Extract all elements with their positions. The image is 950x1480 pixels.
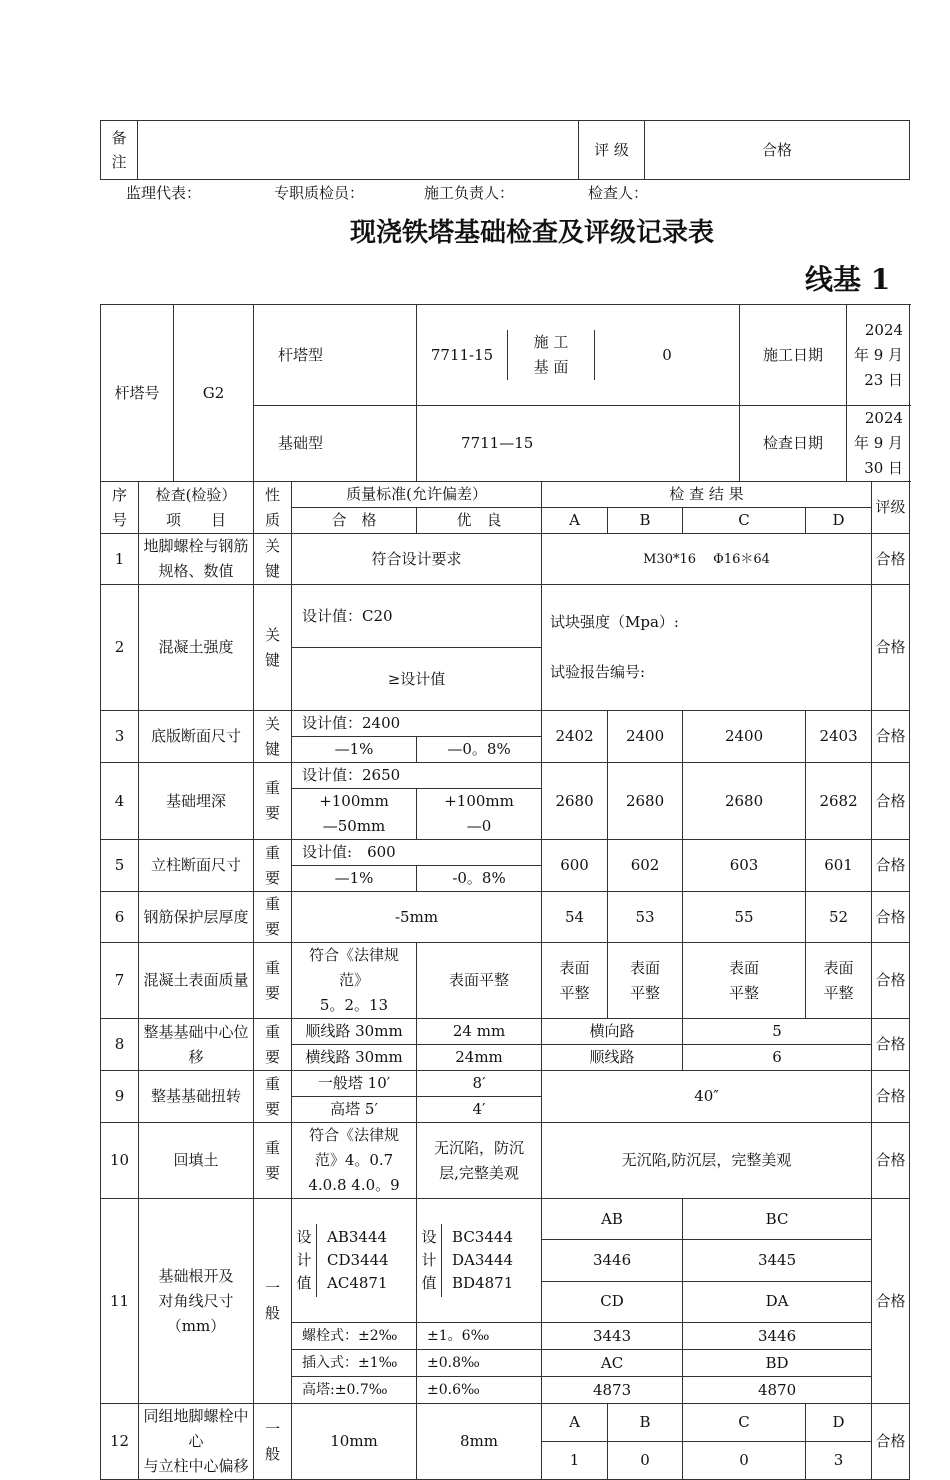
- row11-bc-label: BC: [683, 1199, 872, 1240]
- row9-result: 40″: [542, 1071, 872, 1123]
- row6-standard: -5mm: [292, 892, 542, 943]
- row11-da-label: DA: [683, 1281, 872, 1322]
- row6-d: 52: [806, 892, 872, 943]
- row3-a: 2402: [542, 711, 608, 763]
- col-result: 检 查 结 果: [542, 482, 872, 508]
- row10-grade: 合格: [872, 1123, 910, 1199]
- row11-grade: 合格: [872, 1199, 910, 1404]
- row10-item: 回填土: [139, 1123, 254, 1199]
- row6-a: 54: [542, 892, 608, 943]
- inspector-signature: 专职质检员：: [274, 184, 365, 202]
- row9-grade: 合格: [872, 1071, 910, 1123]
- row6-item: 钢筋保护层厚度: [139, 892, 254, 943]
- row4-b: 2680: [608, 763, 683, 840]
- row2-design: 设计值：C20: [292, 585, 542, 648]
- row7-no: 7: [101, 943, 139, 1019]
- row5-design: 设计值: 600: [292, 840, 542, 866]
- build-date-label: 施工日期: [740, 305, 847, 406]
- row11-ac-label: AC: [542, 1350, 683, 1377]
- row1-item: 地脚螺栓与钢筋 规格、数值: [139, 534, 254, 585]
- signature-line: [126, 182, 826, 204]
- row8-grade: 合格: [872, 1019, 910, 1071]
- supervisor-signature: 监理代表：: [126, 184, 202, 202]
- row12-nature: 一 般: [254, 1404, 292, 1480]
- row7-excellent: 表面平整: [417, 943, 542, 1019]
- base-label: 施 工 基 面: [508, 330, 595, 380]
- tower-type-label: 杆塔型: [254, 305, 417, 406]
- col-b: B: [608, 508, 683, 534]
- row11-cd: 3443: [542, 1323, 683, 1350]
- row4-no: 4: [101, 763, 139, 840]
- row3-no: 3: [101, 711, 139, 763]
- row2-item: 混凝土强度: [139, 585, 254, 711]
- row5-c: 603: [683, 840, 806, 892]
- row11-design-pass-inner: [292, 1224, 416, 1297]
- row3-nature: 关 键: [254, 711, 292, 763]
- tower-type-inner: [417, 330, 739, 380]
- row11-nature: 一 般: [254, 1199, 292, 1404]
- row5-a: 600: [542, 840, 608, 892]
- row11-tol1-pass: 螺栓式：±2‰: [292, 1323, 417, 1350]
- row11-bd-label: BD: [683, 1350, 872, 1377]
- row9-pass1: 一般塔 10′: [292, 1071, 417, 1097]
- row2-result-strength: 试块强度（Mpa）:: [550, 613, 679, 631]
- row7-pass: 符合《法律规 范》 5。2。13: [292, 943, 417, 1019]
- row12-d-label: D: [806, 1404, 872, 1442]
- row11-tol1-exc: ±1。6‰: [417, 1323, 542, 1350]
- row11-design-exc: [417, 1199, 542, 1323]
- row5-d: 601: [806, 840, 872, 892]
- row12-pass: 10mm: [292, 1404, 417, 1480]
- row12-item: 同组地脚螺栓中心 与立柱中心偏移: [139, 1404, 254, 1480]
- row6-grade: 合格: [872, 892, 910, 943]
- row4-grade: 合格: [872, 763, 910, 840]
- row7-item: 混凝土表面质量: [139, 943, 254, 1019]
- row3-excellent: —0。8%: [417, 737, 542, 763]
- row4-nature: 重 要: [254, 763, 292, 840]
- row11-design-exc-inner: [417, 1224, 541, 1297]
- tower-type-value: 7711-15: [417, 330, 508, 380]
- base-value: 0: [662, 345, 672, 364]
- row1-nature: 关 键: [254, 534, 292, 585]
- inspection-table: [100, 304, 910, 1480]
- col-grade: 评级: [872, 482, 910, 534]
- row8-pass2: 横线路 30mm: [292, 1045, 417, 1071]
- row2-result-report: 试验报告编号:: [550, 663, 646, 681]
- col-d: D: [806, 508, 872, 534]
- row9-exc1: 8′: [417, 1071, 542, 1097]
- row6-b: 53: [608, 892, 683, 943]
- row1-grade: 合格: [872, 534, 910, 585]
- row11-bd: 4870: [683, 1377, 872, 1404]
- tower-no-label: 杆塔号: [101, 305, 174, 482]
- row11-no: 11: [101, 1199, 139, 1404]
- row8-value1: 5: [683, 1019, 872, 1045]
- row8-item: 整基基础中心位移: [139, 1019, 254, 1071]
- row4-d: 2682: [806, 763, 872, 840]
- row11-design-pass: [292, 1199, 417, 1323]
- row3-pass: —1%: [292, 737, 417, 763]
- row11-design-exc-values: BC3444 DA3444 BD4871: [452, 1228, 514, 1292]
- col-c: C: [683, 508, 806, 534]
- grade-label: 评 级: [579, 121, 645, 180]
- row11-tol3-exc: ±0.6‰: [417, 1377, 542, 1404]
- tower-no: G2: [174, 305, 254, 482]
- row12-c: 0: [683, 1442, 806, 1480]
- row5-grade: 合格: [872, 840, 910, 892]
- tower-type-group: [417, 305, 740, 406]
- row12-b-label: B: [608, 1404, 683, 1442]
- row12-d: 3: [806, 1442, 872, 1480]
- row2-nature: 关 键: [254, 585, 292, 711]
- row11-design-label-1: 设 计 值: [292, 1224, 317, 1297]
- remark-label: 备 注: [101, 121, 138, 180]
- row11-design-pass-values: AB3444 CD3444 AC4871: [327, 1228, 389, 1292]
- row12-a-label: A: [542, 1404, 608, 1442]
- row11-ab: 3446: [542, 1240, 683, 1281]
- row6-nature: 重 要: [254, 892, 292, 943]
- row3-b: 2400: [608, 711, 683, 763]
- row8-exc1: 24 mm: [417, 1019, 542, 1045]
- checker-signature: 检查人：: [588, 184, 649, 202]
- row9-no: 9: [101, 1071, 139, 1123]
- row10-pass: 符合《法律规 范》4。0.7 4.0.8 4.0。9: [292, 1123, 417, 1199]
- row2-grade: 合格: [872, 585, 910, 711]
- row9-item: 整基基础扭转: [139, 1071, 254, 1123]
- row10-no: 10: [101, 1123, 139, 1199]
- row8-exc2: 24mm: [417, 1045, 542, 1071]
- row4-item: 基础埋深: [139, 763, 254, 840]
- row11-ab-label: AB: [542, 1199, 683, 1240]
- row11-cd-label: CD: [542, 1281, 683, 1322]
- row7-d: 表面 平整: [806, 943, 872, 1019]
- row3-item: 底版断面尺寸: [139, 711, 254, 763]
- row11-tol2-exc: ±0.8‰: [417, 1350, 542, 1377]
- row5-b: 602: [608, 840, 683, 892]
- row6-c: 55: [683, 892, 806, 943]
- row10-result: 无沉陷,防沉层，完整美观: [542, 1123, 872, 1199]
- row7-c: 表面 平整: [683, 943, 806, 1019]
- check-date: 2024 年 9 月 30 日: [847, 406, 910, 482]
- col-nature: 性 质: [254, 482, 292, 534]
- row12-no: 12: [101, 1404, 139, 1480]
- row2-no: 2: [101, 585, 139, 711]
- row7-a: 表面 平整: [542, 943, 608, 1019]
- row11-bc: 3445: [683, 1240, 872, 1281]
- row12-a: 1: [542, 1442, 608, 1480]
- row12-b: 0: [608, 1442, 683, 1480]
- row10-excellent: 无沉陷，防沉 层,完整美观: [417, 1123, 542, 1199]
- remark-table: [100, 120, 910, 180]
- row11-item: 基础根开及 对角线尺寸 （mm）: [139, 1199, 254, 1404]
- row8-no: 8: [101, 1019, 139, 1071]
- row9-exc2: 4′: [417, 1097, 542, 1123]
- row8-label2: 顺线路: [542, 1045, 683, 1071]
- construction-signature: 施工负责人：: [424, 184, 515, 202]
- check-date-label: 检查日期: [740, 406, 847, 482]
- row6-no: 6: [101, 892, 139, 943]
- row3-design: 设计值：2400: [292, 711, 542, 737]
- col-pass: 合 格: [292, 508, 417, 534]
- row9-pass2: 高塔 5′: [292, 1097, 417, 1123]
- row7-grade: 合格: [872, 943, 910, 1019]
- row8-label1: 横向路: [542, 1019, 683, 1045]
- grade-value: 合格: [645, 121, 910, 180]
- row5-nature: 重 要: [254, 840, 292, 892]
- row11-ac: 4873: [542, 1377, 683, 1404]
- row4-a: 2680: [542, 763, 608, 840]
- row11-design-label-2: 设 计 值: [417, 1224, 442, 1297]
- col-seq: 序 号: [101, 482, 139, 534]
- row8-nature: 重 要: [254, 1019, 292, 1071]
- col-excellent: 优 良: [417, 508, 542, 534]
- row4-excellent: +100mm —0: [417, 789, 542, 840]
- row5-no: 5: [101, 840, 139, 892]
- foundation-type: 7711—15: [417, 406, 740, 482]
- remark-field[interactable]: [138, 121, 579, 180]
- form-code: 线基 1: [805, 263, 891, 296]
- row3-d: 2403: [806, 711, 872, 763]
- row8-value2: 6: [683, 1045, 872, 1071]
- row5-item: 立柱断面尺寸: [139, 840, 254, 892]
- row10-nature: 重 要: [254, 1123, 292, 1199]
- col-standard: 质量标准(允许偏差）: [292, 482, 542, 508]
- row2-result: [542, 585, 872, 711]
- row2-standard: ≥设计值: [292, 648, 542, 711]
- row5-pass: —1%: [292, 866, 417, 892]
- row4-design: 设计值：2650: [292, 763, 542, 789]
- row4-c: 2680: [683, 763, 806, 840]
- row11-tol2-pass: 插入式：±1‰: [292, 1350, 417, 1377]
- foundation-type-label: 基础型: [254, 406, 417, 482]
- row3-grade: 合格: [872, 711, 910, 763]
- row1-result: M30*16 Φ16＊64: [542, 534, 872, 585]
- col-item: 检查(检验） 项 目: [139, 482, 254, 534]
- row11-tol3-pass: 高塔:±0.7‰: [292, 1377, 417, 1404]
- row1-no: 1: [101, 534, 139, 585]
- row1-standard: 符合设计要求: [292, 534, 542, 585]
- row12-c-label: C: [683, 1404, 806, 1442]
- row4-pass: +100mm —50mm: [292, 789, 417, 840]
- row7-b: 表面 平整: [608, 943, 683, 1019]
- build-date: 2024 年 9 月 23 日: [847, 305, 910, 406]
- row9-nature: 重 要: [254, 1071, 292, 1123]
- row5-excellent: -0。8%: [417, 866, 542, 892]
- page-title: 现浇铁塔基础检查及评级记录表: [349, 218, 714, 248]
- row8-pass1: 顺线路 30mm: [292, 1019, 417, 1045]
- row11-da: 3446: [683, 1323, 872, 1350]
- row3-c: 2400: [683, 711, 806, 763]
- row7-nature: 重 要: [254, 943, 292, 1019]
- row12-excellent: 8mm: [417, 1404, 542, 1480]
- col-a: A: [542, 508, 608, 534]
- row12-grade: 合格: [872, 1404, 910, 1480]
